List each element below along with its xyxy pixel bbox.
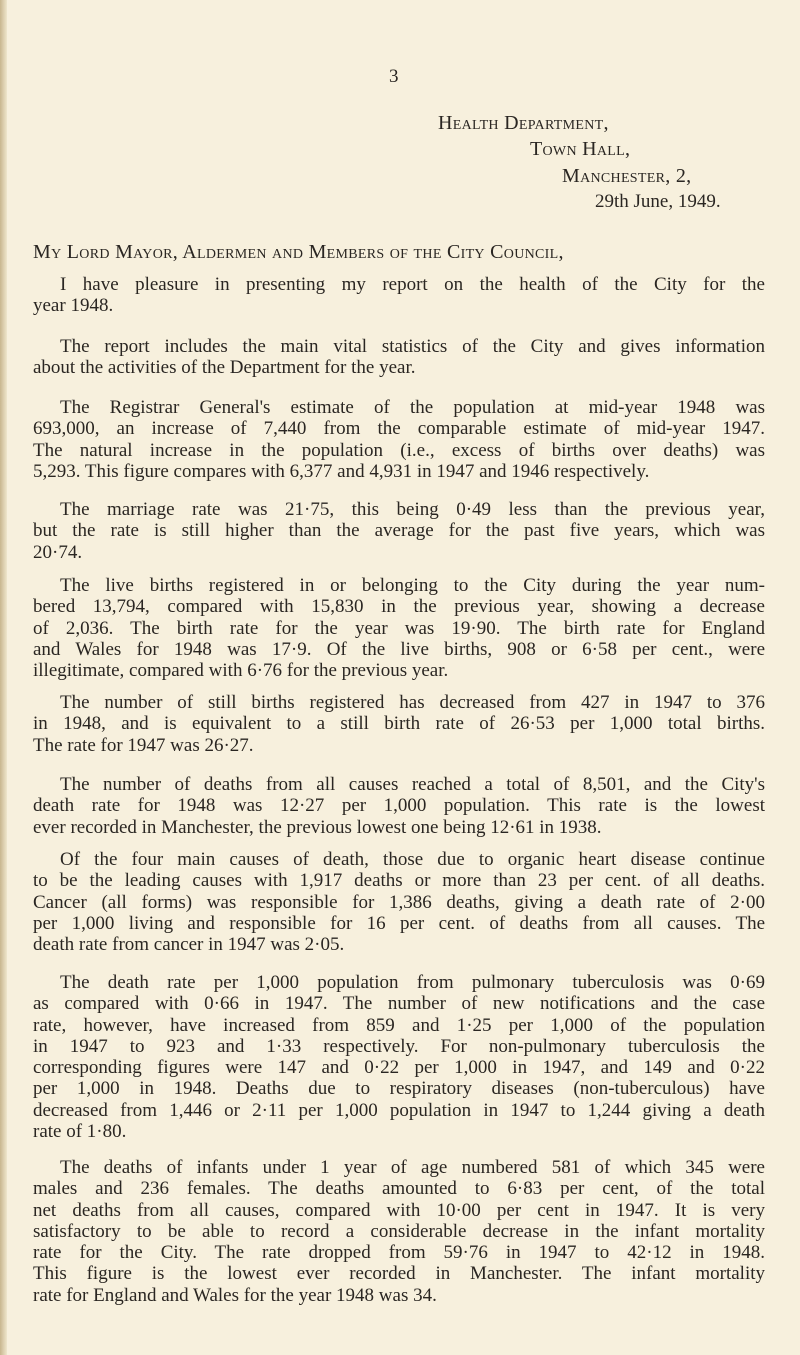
paragraph-line: in 1947 to 923 and 1·33 respectively. For non-pulmonary tuberculosis the	[33, 1035, 765, 1057]
paragraph-line: per 1,000 living and responsible for 16 per cent. of deaths from all causes. The	[33, 912, 765, 934]
paragraph	[33, 972, 765, 1142]
paragraph-line: The number of still births registered has decreased from 427 in 1947 to 376	[60, 692, 765, 713]
paragraph-line: The natural increase in the population (i.e., excess of births over deaths) was	[33, 439, 765, 461]
paragraph-line: I have pleasure in presenting my report on the health of the City for the	[60, 274, 765, 295]
paragraph-line: The deaths of infants under 1 year of age numbered 581 of which 345 were	[60, 1157, 765, 1178]
paragraph-line: The rate for 1947 was 26·27.	[33, 734, 254, 756]
address-city: Manchester, 2,	[562, 165, 692, 187]
paragraph-line: rate, however, have increased from 859 and 1·25 per 1,000 of the population	[33, 1014, 765, 1036]
salutation: My Lord Mayor, Aldermen and Members of the City Council,	[33, 241, 564, 263]
paragraph	[33, 849, 765, 955]
paragraph-line: to be the leading causes with 1,917 deaths or more than 23 per cent. of all deaths.	[33, 870, 765, 892]
paragraph	[33, 274, 765, 317]
paragraph-line: The live births registered in or belonging to the City during the year num-	[60, 575, 765, 596]
paragraph	[33, 336, 765, 379]
paragraph	[33, 1157, 765, 1306]
paragraph-line: but the rate is still higher than the average for the past five years, which was	[33, 520, 765, 542]
letter-date: 29th June, 1949.	[595, 191, 721, 212]
paragraph-line: 20·74.	[33, 541, 83, 563]
paragraph-line: This figure is the lowest ever recorded in Manchester. The infant mortality	[33, 1263, 765, 1285]
paragraph-line: as compared with 0·66 in 1947. The number of new notifications and the case	[33, 993, 765, 1015]
paragraph-line: illegitimate, compared with 6·76 for the previous year.	[33, 660, 449, 682]
paragraph-line: in 1948, and is equivalent to a still birth rate of 26·53 per 1,000 total births.	[33, 713, 765, 735]
paragraph-line: Cancer (all forms) was responsible for 1,386 deaths, giving a death rate of 2·00	[33, 891, 765, 913]
paragraph-line: decreased from 1,446 or 2·11 per 1,000 population in 1947 to 1,244 giving a death	[33, 1099, 765, 1121]
paragraph-line: The Registrar General's estimate of the population at mid-year 1948 was	[60, 397, 765, 418]
paragraph-line: rate for the City. The rate dropped from 59·76 in 1947 to 42·12 in 1948.	[33, 1242, 765, 1264]
paragraph	[33, 499, 765, 563]
paragraph-line: and Wales for 1948 was 17·9. Of the live births, 908 or 6·58 per cent., were	[33, 638, 765, 660]
paragraph-line: bered 13,794, compared with 15,830 in the previous year, showing a decrease	[33, 596, 765, 618]
paragraph-line: ever recorded in Manchester, the previous lowest one being 12·61 in 1938.	[33, 816, 602, 838]
paragraph	[33, 692, 765, 756]
paragraph-line: 693,000, an increase of 7,440 from the comparable estimate of mid-year 1947.	[33, 418, 765, 440]
address-department: Health Department,	[438, 112, 609, 134]
paragraph-line: The number of deaths from all causes reached a total of 8,501, and the City's	[60, 774, 765, 795]
paragraph	[33, 397, 765, 482]
paragraph-line: 5,293. This figure compares with 6,377 and 4,931 in 1947 and 1946 respectively.	[33, 460, 650, 482]
paragraph-line: rate for England and Wales for the year 1948 was 34.	[33, 1284, 437, 1306]
paragraph	[33, 575, 765, 681]
paragraph-line: about the activities of the Department for the year.	[33, 357, 416, 379]
paragraph-line: The report includes the main vital statistics of the City and gives information	[60, 336, 765, 357]
paragraph-line: The marriage rate was 21·75, this being 0·49 less than the previous year,	[60, 499, 765, 520]
paragraph-line: per 1,000 in 1948. Deaths due to respiratory diseases (non-tuberculous) have	[33, 1078, 765, 1100]
paragraph-line: satisfactory to be able to record a considerable decrease in the infant mortality	[33, 1220, 765, 1242]
paragraph-line: corresponding figures were 147 and 0·22 per 1,000 in 1947, and 149 and 0·22	[33, 1057, 765, 1079]
paragraph-line: Of the four main causes of death, those due to organic heart disease continue	[60, 849, 765, 870]
paragraph-line: The death rate per 1,000 population from pulmonary tuberculosis was 0·69	[60, 972, 765, 993]
paragraph-line: rate of 1·80.	[33, 1121, 127, 1143]
paragraph-line: death rate from cancer in 1947 was 2·05.	[33, 934, 345, 956]
paragraph	[33, 774, 765, 838]
paragraph-line: net deaths from all causes, compared with 10·00 per cent in 1947. It is very	[33, 1199, 765, 1221]
page-edge-shadow	[0, 0, 7, 1355]
paragraph-line: males and 236 females. The deaths amounted to 6·83 per cent, of the total	[33, 1178, 765, 1200]
paragraph-line: of 2,036. The birth rate for the year was 19·90. The birth rate for England	[33, 617, 765, 639]
paragraph-line: death rate for 1948 was 12·27 per 1,000 population. This rate is the lowest	[33, 795, 765, 817]
address-building: Town Hall,	[530, 138, 631, 160]
paragraph-line: year 1948.	[33, 295, 114, 317]
page-number: 3	[389, 66, 399, 87]
